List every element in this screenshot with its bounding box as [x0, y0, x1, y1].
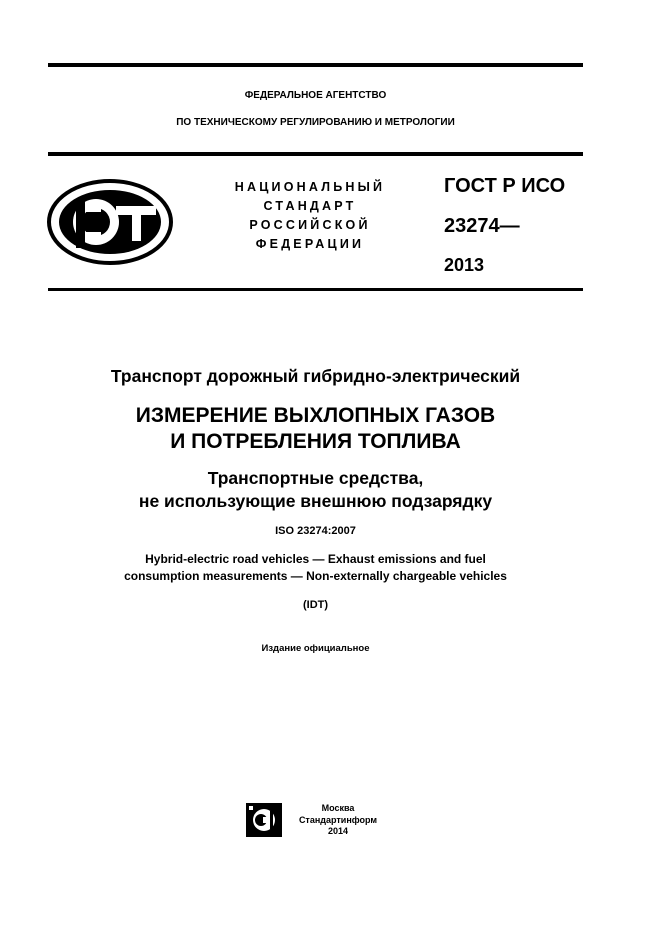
designation-line: 23274— [444, 215, 520, 237]
designation-rule [48, 288, 583, 291]
publisher-city: Москва [321, 803, 355, 813]
header-rule [48, 152, 583, 156]
top-rule [48, 63, 583, 67]
publisher-text [292, 803, 384, 838]
national-standard-label [210, 178, 410, 254]
english-title-line-2: consumption measurements — Non-externally chargeable vehicles [124, 569, 507, 583]
national-standard-line: СТАНДАРТ [263, 199, 357, 213]
rst-logo-icon [46, 178, 174, 266]
standard-designation [444, 175, 565, 295]
national-standard-line: НАЦИОНАЛЬНЫЙ [234, 180, 386, 194]
iso-reference: ISO 23274:2007 [275, 525, 356, 537]
idt-label: (IDT) [302, 599, 329, 611]
national-standard-line: РОССИЙСКОЙ [249, 218, 371, 232]
designation-line: ГОСТ Р ИСО [444, 175, 566, 197]
subtitle-line-2: не использующие внешнюю подзарядку [138, 491, 493, 511]
main-title-line-2: И ПОТРЕБЛЕНИЯ ТОПЛИВА [170, 430, 461, 453]
designation-year: 2013 [444, 255, 485, 275]
main-title-line-1: ИЗМЕРЕНИЕ ВЫХЛОПНЫХ ГАЗОВ [135, 404, 496, 427]
publisher-block [246, 803, 396, 839]
standartinform-logo-icon [246, 803, 282, 837]
english-title-line-1: Hybrid-electric road vehicles — Exhaust emissions and fuel [145, 552, 486, 566]
subtitle-line-1: Транспортные средства, [207, 468, 424, 488]
agency-line-2: ПО ТЕХНИЧЕСКОМУ РЕГУЛИРОВАНИЮ И МЕТРОЛОГИИ [176, 117, 455, 128]
publisher-name: Стандартинформ [298, 814, 378, 825]
edition-label: Издание официальное [261, 643, 370, 654]
title-line: Транспорт дорожный гибридно-электрический [110, 366, 521, 386]
publisher-year: 2014 [327, 826, 349, 836]
agency-line-1: ФЕДЕРАЛЬНОЕ АГЕНТСТВО [244, 90, 387, 101]
national-standard-line: ФЕДЕРАЦИИ [255, 237, 365, 251]
